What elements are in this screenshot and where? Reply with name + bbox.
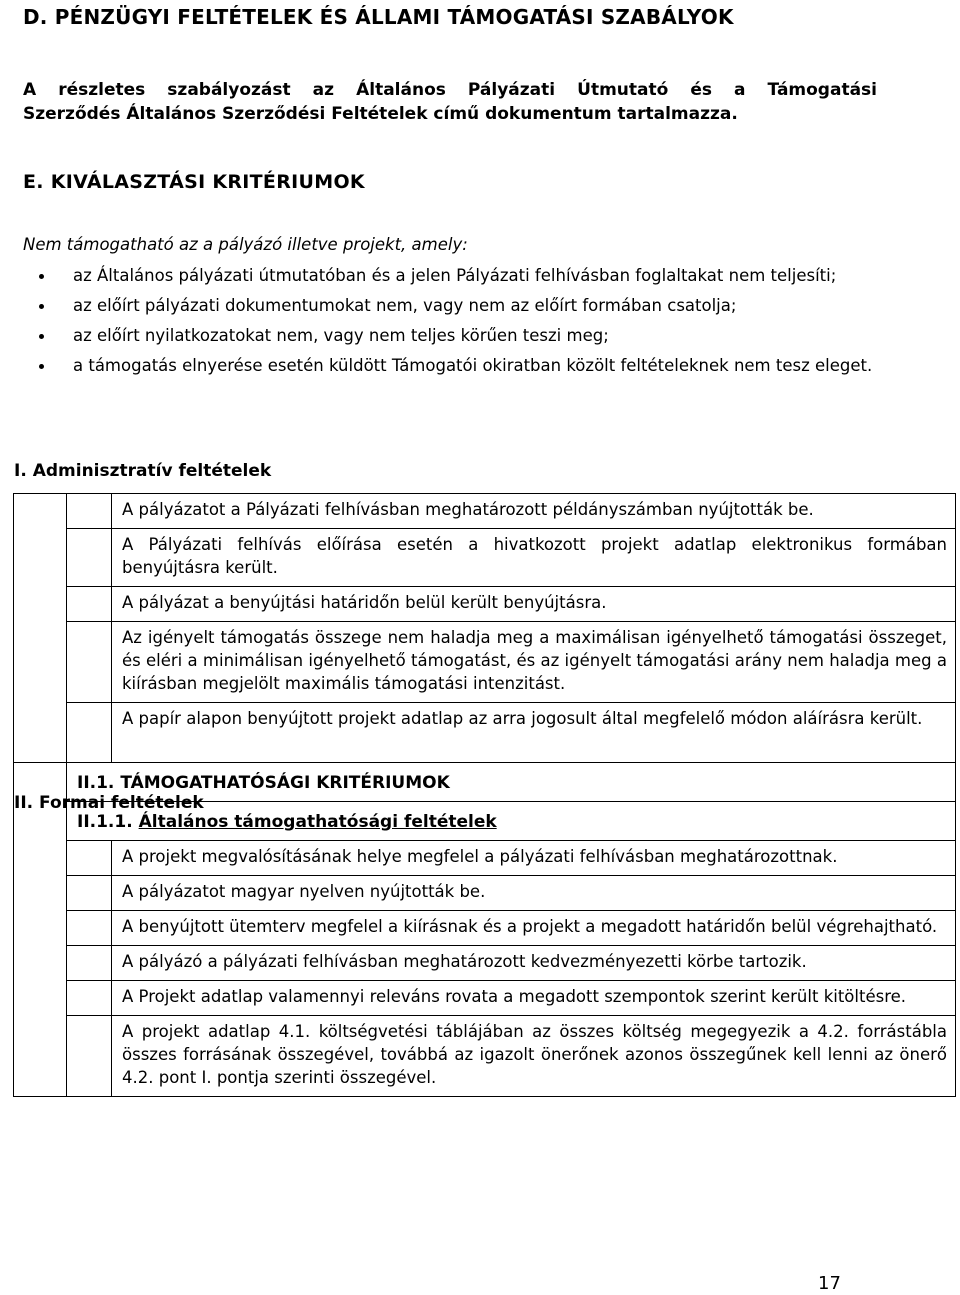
section-e-lead: Nem támogatható az a pályázó illetve projekt, amely: [23,235,468,254]
admin-criterion: A papír alapon benyújtott projekt adatlap az arra jogosult által megfelelő módon aláírásra került. [112,703,956,763]
formal-criterion: A pályázó a pályázati felhívásban meghatározott kedvezményezetti körbe tartozik. [112,946,956,981]
table-row [14,911,956,946]
formal-conditions-heading: II. Formai feltételek [14,793,204,813]
formal-criterion: A projekt adatlap 4.1. költségvetési táblájában az összes költség megegyezik a 4.2. forrástábla összes forrásának összegével, továbbá az igazolt önerőnek azonos összegűnek kell lenni az önerő 4.2. pont I. pontja szerinti összegével. [112,1016,956,1097]
bullet-icon [39,304,44,309]
list-item: a támogatás elnyerése esetén küldött Támogatói okiratban közölt feltételeknek nem tesz eleget. [23,354,877,377]
admin-criterion: A pályázatot a Pályázati felhívásban meghatározott példányszámban nyújtották be. [112,494,956,529]
section-d-text-line-2: Szerződés Általános Szerződési Feltételek című dokumentum tartalmazza. [23,104,738,124]
table-row [14,494,956,529]
bullet-icon [39,364,44,369]
formal-criterion: A Projekt adatlap valamennyi releváns rovata a megadott szempontok szerint került kitöltésre. [112,981,956,1016]
table-row [14,587,956,622]
bullet-icon [39,274,44,279]
admin-criterion: A pályázat a benyújtási határidőn belül került benyújtásra. [112,587,956,622]
section-d-text [23,78,877,126]
table-row [14,841,956,876]
formal-subheading-1: II.1. TÁMOGATHATÓSÁGI KRITÉRIUMOK [67,763,956,802]
table-row [14,981,956,1016]
section-e-heading: E. KIVÁLASZTÁSI KRITÉRIUMOK [23,171,365,193]
section-d-text-line-1: A részletes szabályozást az Általános Pályázati Útmutató és a Támogatási [23,80,877,100]
table-row [14,876,956,911]
admin-criterion: Az igényelt támogatás összege nem haladja meg a maximálisan igényelhető támogatási összeget, és eléri a minimálisan igényelhető támogatást, és az igényelt támogatási arány nem haladja meg a kiírásban megjelölt maximális támogatási intenzitást. [112,622,956,703]
table-row [14,1016,956,1097]
list-item: az előírt pályázati dokumentumokat nem, vagy nem az előírt formában csatolja; [23,294,877,317]
table-row [14,529,956,587]
section-d-heading: D. PÉNZÜGYI FELTÉTELEK ÉS ÁLLAMI TÁMOGATÁSI SZABÁLYOK [23,5,734,29]
table-row [14,946,956,981]
bullet-icon [39,334,44,339]
table-row [14,622,956,703]
admin-criterion: A Pályázati felhívás előírása esetén a hivatkozott projekt adatlap elektronikus formában benyújtásra került. [112,529,956,587]
list-item: az Általános pályázati útmutatóban és a jelen Pályázati felhívásban foglaltakat nem teljesíti; [23,264,877,287]
formal-subheading-2: II.1.1. Általános támogathatósági feltételek [67,802,956,841]
formal-criterion: A pályázatot magyar nyelven nyújtották be. [112,876,956,911]
list-item: az előírt nyilatkozatokat nem, vagy nem teljes körűen teszi meg; [23,324,877,347]
exclusion-list [23,264,877,384]
page-number: 17 [818,1273,841,1294]
formal-criterion: A projekt megvalósításának helye megfelel a pályázati felhívásban meghatározottnak. [112,841,956,876]
admin-conditions-heading: I. Adminisztratív feltételek [14,461,272,481]
formal-criterion: A benyújtott ütemterv megfelel a kiírásnak és a projekt a megadott határidőn belül végrehajtható. [112,911,956,946]
table-row [14,703,956,763]
